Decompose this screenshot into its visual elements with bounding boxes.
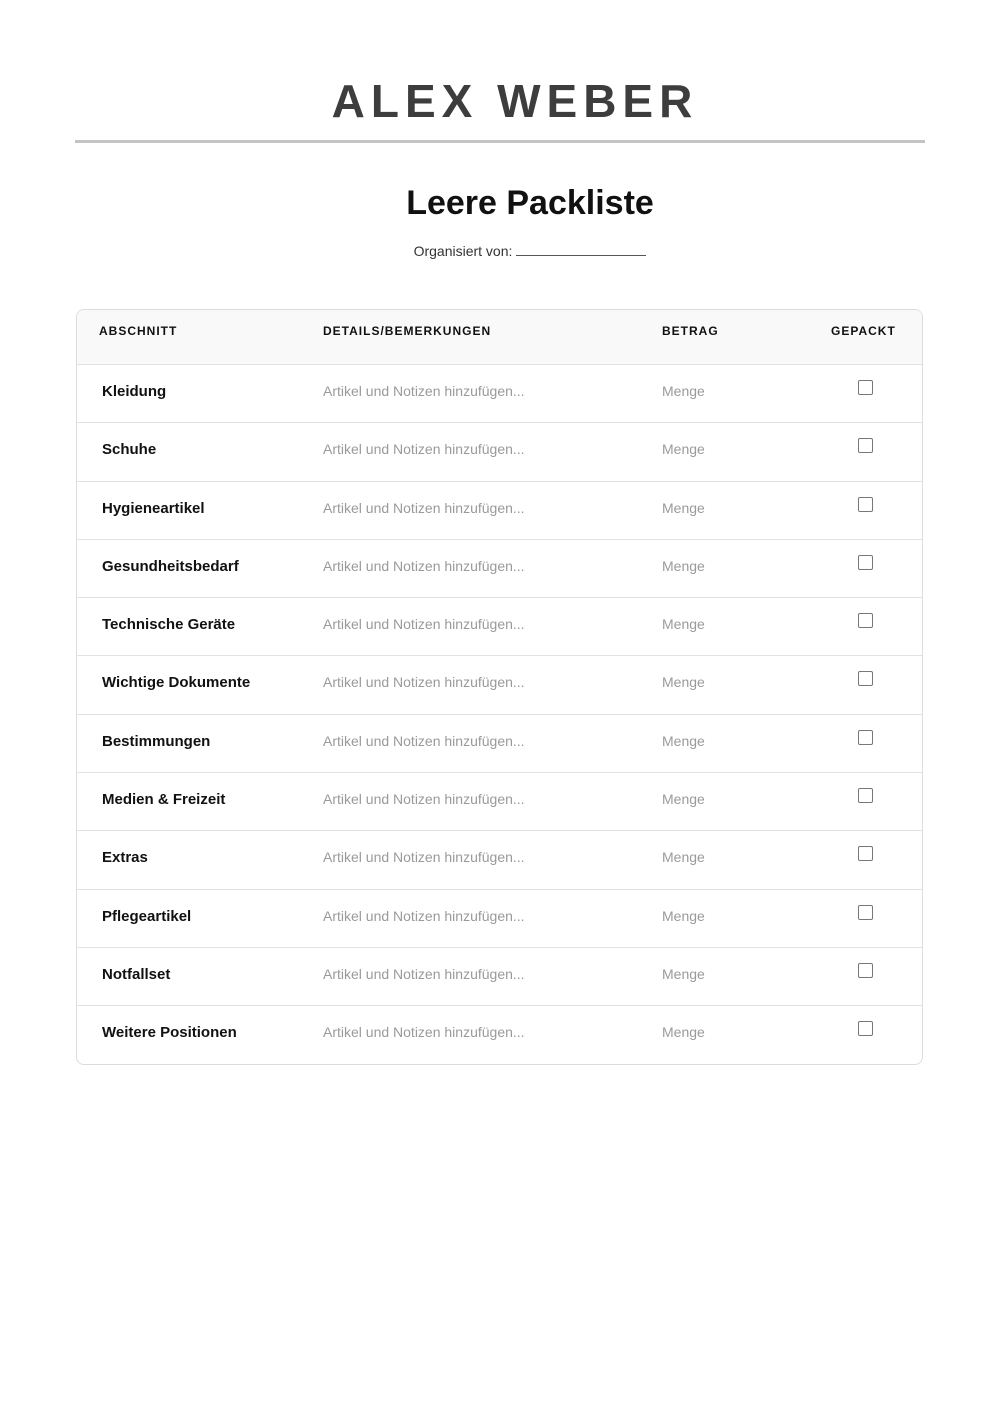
section-label: Extras <box>102 849 148 867</box>
details-field[interactable]: Artikel und Notizen hinzufügen... <box>323 732 525 749</box>
packed-checkbox[interactable] <box>858 380 873 395</box>
section-label: Weitere Positionen <box>102 1024 237 1042</box>
packed-checkbox[interactable] <box>858 730 873 745</box>
amount-field[interactable]: Menge <box>662 674 705 691</box>
packed-checkbox[interactable] <box>858 497 873 512</box>
details-field[interactable]: Artikel und Notizen hinzufügen... <box>323 849 525 866</box>
packed-checkbox[interactable] <box>858 846 873 861</box>
packed-checkbox[interactable] <box>858 671 873 686</box>
table-row <box>77 715 922 773</box>
column-header-section: ABSCHNITT <box>99 324 178 338</box>
packed-checkbox[interactable] <box>858 905 873 920</box>
organizer-blank-field[interactable] <box>516 241 646 256</box>
section-label: Notfallset <box>102 965 171 983</box>
table-body <box>77 365 922 1064</box>
amount-field[interactable]: Menge <box>662 499 705 516</box>
amount-field[interactable]: Menge <box>662 1024 705 1041</box>
details-field[interactable]: Artikel und Notizen hinzufügen... <box>323 965 525 982</box>
amount-field[interactable]: Menge <box>662 965 705 982</box>
details-field[interactable]: Artikel und Notizen hinzufügen... <box>323 441 525 458</box>
details-field[interactable]: Artikel und Notizen hinzufügen... <box>323 499 525 516</box>
header-rule <box>75 140 925 143</box>
packing-table <box>76 309 923 1065</box>
details-field[interactable]: Artikel und Notizen hinzufügen... <box>323 383 525 399</box>
packed-checkbox[interactable] <box>858 1021 873 1036</box>
amount-field[interactable]: Menge <box>662 791 705 808</box>
table-row <box>77 890 922 948</box>
details-field[interactable]: Artikel und Notizen hinzufügen... <box>323 674 525 691</box>
table-row <box>77 948 922 1006</box>
table-row <box>77 598 922 656</box>
details-field[interactable]: Artikel und Notizen hinzufügen... <box>323 616 525 633</box>
column-header-details: DETAILS/BEMERKUNGEN <box>323 324 492 338</box>
packed-checkbox[interactable] <box>858 438 873 453</box>
table-row <box>77 540 922 598</box>
section-label: Gesundheitsbedarf <box>102 557 239 575</box>
amount-field[interactable]: Menge <box>662 383 705 399</box>
page-title: Leere Packliste <box>406 184 654 222</box>
section-label: Pflegeartikel <box>102 907 192 925</box>
table-row <box>77 773 922 831</box>
organizer-line <box>75 241 955 261</box>
table-row <box>77 482 922 540</box>
table-row <box>77 831 922 889</box>
column-header-amount: BETRAG <box>662 324 719 338</box>
table-row <box>77 423 922 481</box>
name-header: ALEX WEBER <box>331 75 699 127</box>
organizer-label: Organisiert von: <box>413 243 513 259</box>
packed-checkbox[interactable] <box>858 788 873 803</box>
table-row <box>77 365 922 423</box>
table-header <box>77 310 922 365</box>
packed-checkbox[interactable] <box>858 963 873 978</box>
packed-checkbox[interactable] <box>858 555 873 570</box>
section-label: Hygieneartikel <box>102 499 205 517</box>
section-label: Medien & Freizeit <box>102 791 226 809</box>
details-field[interactable]: Artikel und Notizen hinzufügen... <box>323 907 525 924</box>
table-row <box>77 1006 922 1063</box>
details-field[interactable]: Artikel und Notizen hinzufügen... <box>323 1024 525 1041</box>
details-field[interactable]: Artikel und Notizen hinzufügen... <box>323 791 525 808</box>
amount-field[interactable]: Menge <box>662 441 705 458</box>
table-row <box>77 656 922 714</box>
section-label: Bestimmungen <box>102 732 211 750</box>
amount-field[interactable]: Menge <box>662 557 705 574</box>
column-header-packed: GEPACKT <box>831 324 896 338</box>
amount-field[interactable]: Menge <box>662 907 705 924</box>
section-label: Kleidung <box>102 383 167 400</box>
amount-field[interactable]: Menge <box>662 849 705 866</box>
section-label: Technische Geräte <box>102 616 236 634</box>
details-field[interactable]: Artikel und Notizen hinzufügen... <box>323 557 525 574</box>
amount-field[interactable]: Menge <box>662 616 705 633</box>
section-label: Wichtige Dokumente <box>102 674 251 692</box>
amount-field[interactable]: Menge <box>662 732 705 749</box>
section-label: Schuhe <box>102 441 157 459</box>
packed-checkbox[interactable] <box>858 613 873 628</box>
